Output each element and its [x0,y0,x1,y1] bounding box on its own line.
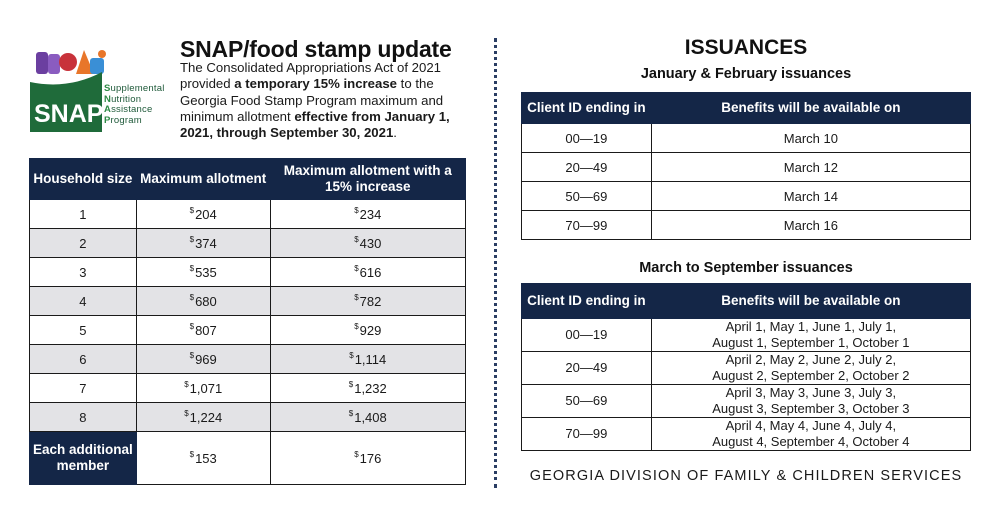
client-id-cell: 00—19 [522,319,652,352]
table-row [30,200,466,229]
household-size-cell: 5 [30,316,137,345]
col-increased-allotment: Maximum allotment with a 15% increase [270,159,465,200]
client-id-cell: 70—99 [522,418,652,451]
client-id-cell: 20—49 [522,352,652,385]
household-size-cell: 1 [30,200,137,229]
client-id-cell: 00—19 [522,124,652,153]
benefit-dates-cell: April 2, May 2, June 2, July 2, August 2, September 2, October 2 [651,352,970,385]
table-row [522,124,971,153]
table-row [522,385,971,418]
max-allotment-cell: $969 [136,345,270,374]
table-row [30,258,466,287]
benefit-dates-cell: April 4, May 4, June 4, July 4, August 4, September 4, October 4 [651,418,970,451]
table-row [522,319,971,352]
benefit-date-cell: March 12 [651,153,970,182]
issuances-title: ISSUANCES [684,36,808,59]
increased-allotment-cell: $176 [270,432,465,485]
max-allotment-cell: $1,224 [136,403,270,432]
household-size-cell: 4 [30,287,137,316]
household-size-cell: 6 [30,345,137,374]
dotted-divider [494,38,497,488]
increased-allotment-cell: $430 [270,229,465,258]
col-maximum-allotment: Maximum allotment [136,159,270,200]
benefit-date-cell: March 14 [651,182,970,211]
table-row [522,352,971,385]
table-row-additional [30,432,466,485]
col-client-id: Client ID ending in [522,284,652,319]
max-allotment-cell: $807 [136,316,270,345]
table-header-row [522,284,971,319]
produce-icon [36,50,106,74]
max-allotment-cell: $153 [136,432,270,485]
benefit-date-cell: March 16 [651,211,970,240]
additional-member-label: Each additional member [30,432,137,485]
household-size-cell: 3 [30,258,137,287]
table-header-row [522,93,971,124]
logo-program-name: Supplemental Nutrition Assistance Program [104,83,165,126]
household-size-cell: 2 [30,229,137,258]
increased-allotment-cell: $616 [270,258,465,287]
table-row [30,374,466,403]
intro-paragraph: The Consolidated Appropriations Act of 2021 provided a temporary 15% increase to the Georgia Food Stamp Program maximum and minimum allotment effective from January 1, 2021, through September 30, 2021. [180,60,450,141]
increased-allotment-cell: $234 [270,200,465,229]
jan-feb-subtitle: January & February issuances [640,66,852,82]
table-row [30,287,466,316]
benefit-dates-cell: April 3, May 3, June 3, July 3, August 3, September 3, October 3 [651,385,970,418]
benefit-date-cell: March 10 [651,124,970,153]
jan-feb-table [521,92,971,240]
mar-sep-subtitle: March to September issuances [639,260,853,276]
table-row [30,403,466,432]
mar-sep-table [521,283,971,451]
table-header-row [30,159,466,200]
household-size-cell: 7 [30,374,137,403]
allotment-table [29,158,466,485]
increased-allotment-cell: $1,232 [270,374,465,403]
benefit-dates-cell: April 1, May 1, June 1, July 1, August 1, September 1, October 1 [651,319,970,352]
max-allotment-cell: $535 [136,258,270,287]
col-benefit-dates: Benefits will be available on [651,284,970,319]
table-row [30,316,466,345]
col-household-size: Household size [30,159,137,200]
max-allotment-cell: $204 [136,200,270,229]
table-row [522,153,971,182]
table-row [522,418,971,451]
table-row [30,345,466,374]
increased-allotment-cell: $782 [270,287,465,316]
increased-allotment-cell: $1,408 [270,403,465,432]
table-row [522,211,971,240]
col-benefit-date: Benefits will be available on [651,93,970,124]
logo-brand: SNAP [34,100,104,128]
max-allotment-cell: $680 [136,287,270,316]
client-id-cell: 50—69 [522,385,652,418]
max-allotment-cell: $374 [136,229,270,258]
increased-allotment-cell: $929 [270,316,465,345]
household-size-cell: 8 [30,403,137,432]
table-row [30,229,466,258]
col-client-id: Client ID ending in [522,93,652,124]
client-id-cell: 50—69 [522,182,652,211]
agency-footer: GEORGIA DIVISION OF FAMILY & CHILDREN SERVICES [529,468,963,484]
max-allotment-cell: $1,071 [136,374,270,403]
increased-allotment-cell: $1,114 [270,345,465,374]
client-id-cell: 70—99 [522,211,652,240]
table-row [522,182,971,211]
client-id-cell: 20—49 [522,153,652,182]
page-title: SNAP/food stamp update [180,36,452,62]
